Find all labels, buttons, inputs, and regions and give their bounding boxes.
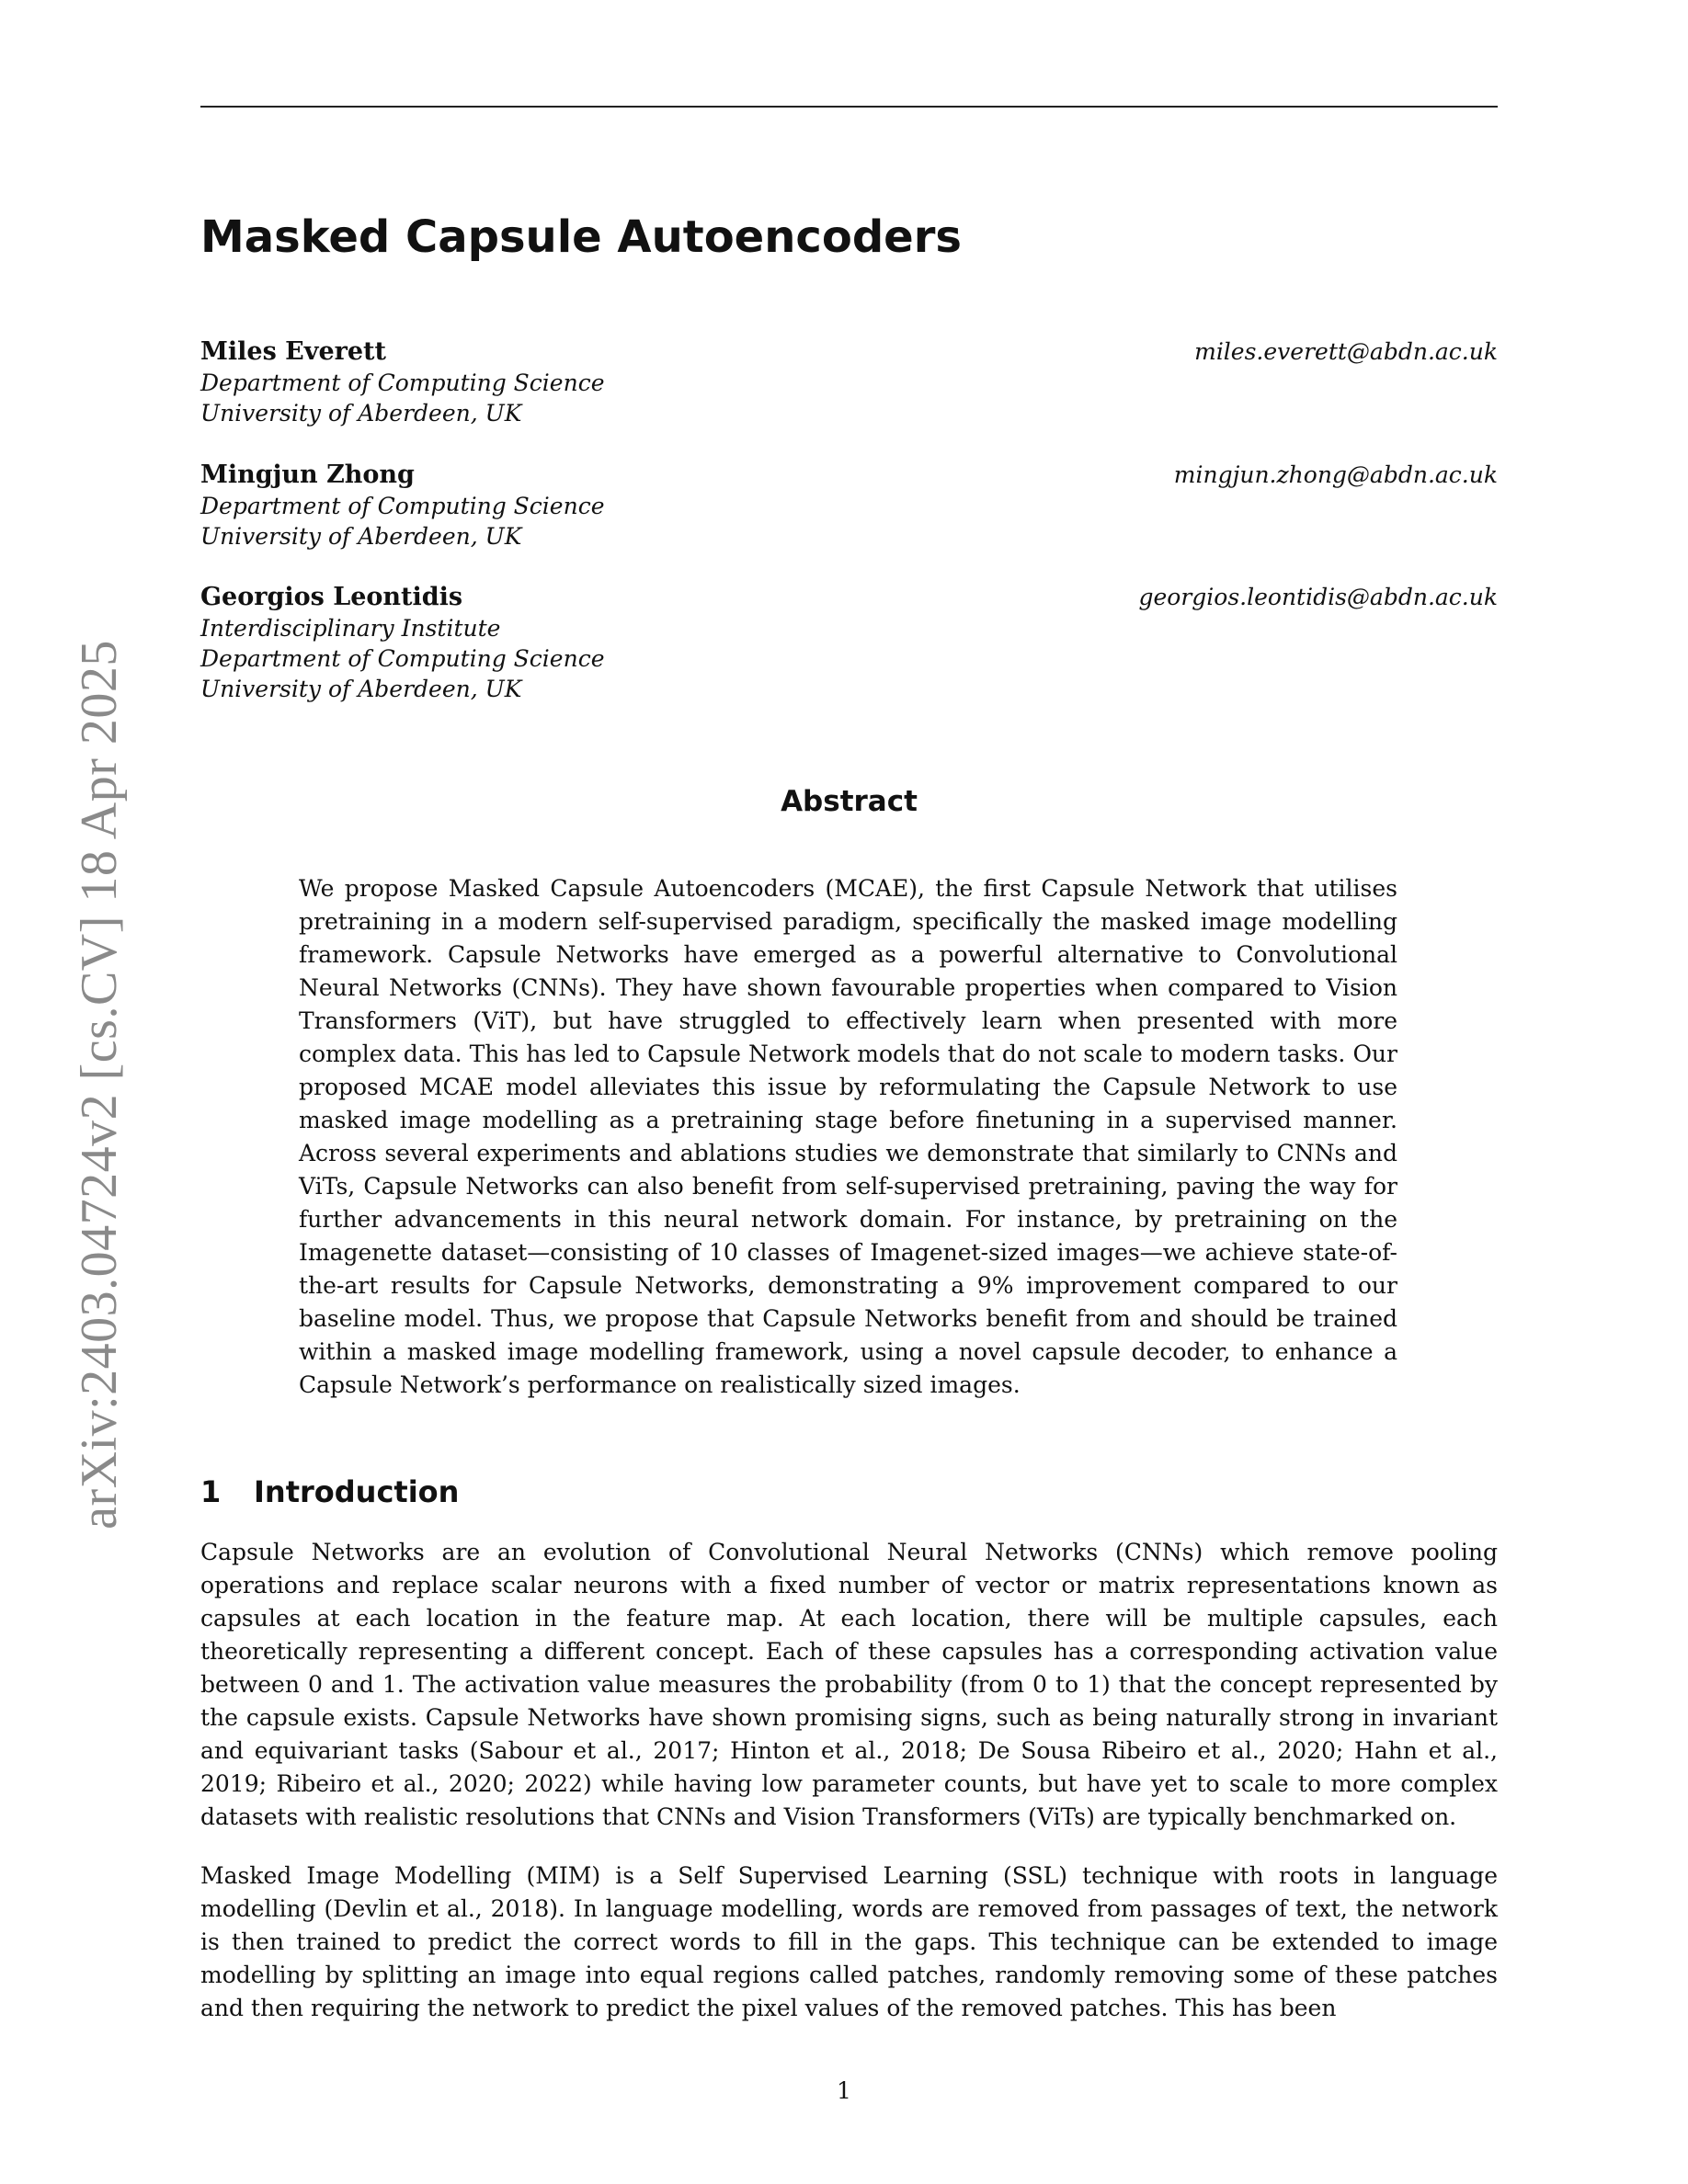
author-block <box>200 460 1498 552</box>
paper-title: Masked Capsule Autoencoders <box>200 211 962 263</box>
author-email[interactable]: georgios.leontidis@abdn.ac.uk <box>1138 584 1498 610</box>
page-number: 1 <box>837 2077 851 2104</box>
author-name: Georgios Leontidis <box>200 583 463 611</box>
author-affiliation: University of Aberdeen, UK <box>200 400 522 427</box>
author-affiliation: Department of Computing Science <box>200 370 605 396</box>
author-email[interactable]: miles.everett@abdn.ac.uk <box>1194 338 1498 365</box>
section-heading <box>200 1474 459 1509</box>
abstract-text: We propose Masked Capsule Autoencoders (MCAE), the first Capsule Network that utilises pretraining in a modern self-supervised paradigm, specifically the masked image modelling framework. Capsule Networks have emerged as a powerful alternative to Convolutional Neural Networks (CNNs). They have shown favourable properties when compared to Vision Transformers (ViT), but have struggled to effectively learn when presented with more complex data. This has led to Capsule Network models that do not scale to modern tasks. Our proposed MCAE model alleviates this issue by reformulating the Capsule Network to use masked image modelling as a pretraining stage before finetuning in a supervised manner. Across several experiments and ablations studies we demonstrate that similarly to CNNs and ViTs, Capsule Networks can also benefit from self-supervised pretraining, paving the way for further advancements in this neural network domain. For instance, by pretraining on the Imagenette dataset—consisting of 10 classes of Imagenet-sized images—we achieve state-of-the-art results for Capsule Networks, demonstrating a 9% improvement compared to our baseline model. Thus, we propose that Capsule Networks benefit from and should be trained within a masked image modelling framework, using a novel capsule decoder, to enhance a Capsule Network’s performance on realistically sized images. <box>299 875 1397 1398</box>
abstract-heading: Abstract <box>781 785 918 818</box>
body-paragraph: Capsule Networks are an evolution of Convolutional Neural Networks (CNNs) which remove pooling operations and replace scalar neurons with a fixed number of vector or matrix representations known as capsules at each location in the feature map. At each location, there will be multiple capsules, each theoretically representing a different concept. Each of these capsules has a corresponding activation value between 0 and 1. The activation value measures the probability (from 0 to 1) that the concept represented by the capsule exists. Capsule Networks have shown promising signs, such as being naturally strong in invariant and equivariant tasks (Sabour et al., 2017; Hinton et al., 2018; De Sousa Ribeiro et al., 2020; Hahn et al., 2019; Ribeiro et al., 2020; 2022) while having low parameter counts, but have yet to scale to more complex datasets with realistic resolutions that CNNs and Vision Transformers (ViTs) are typically benchmarked on. <box>200 1539 1498 1830</box>
author-name: Miles Everett <box>200 337 386 366</box>
author-name: Mingjun Zhong <box>200 461 415 489</box>
author-block <box>200 336 1498 428</box>
body-paragraph: Masked Image Modelling (MIM) is a Self Supervised Learning (SSL) technique with roots in language modelling (Devlin et al., 2018). In language modelling, words are removed from passages of text, the network is then trained to predict the correct words to fill in the gaps. This technique can be extended to image modelling by splitting an image into equal regions called patches, randomly removing some of these patches and then requiring the network to predict the pixel values of the removed patches. This has been <box>200 1862 1498 2021</box>
author-affiliation: University of Aberdeen, UK <box>200 676 522 702</box>
section-number: 1 <box>200 1474 222 1509</box>
author-affiliation: Interdisciplinary Institute <box>200 615 501 642</box>
section-title: Introduction <box>254 1474 460 1509</box>
author-affiliation: Department of Computing Science <box>200 493 605 519</box>
author-block <box>200 582 1498 704</box>
arxiv-stamp: arXiv:2403.04724v2 [cs.CV] 18 Apr 2025 <box>71 640 128 1530</box>
author-affiliation: University of Aberdeen, UK <box>200 523 522 550</box>
top-rule <box>200 106 1498 108</box>
author-affiliation: Department of Computing Science <box>200 645 605 672</box>
author-email[interactable]: mingjun.zhong@abdn.ac.uk <box>1173 461 1498 488</box>
